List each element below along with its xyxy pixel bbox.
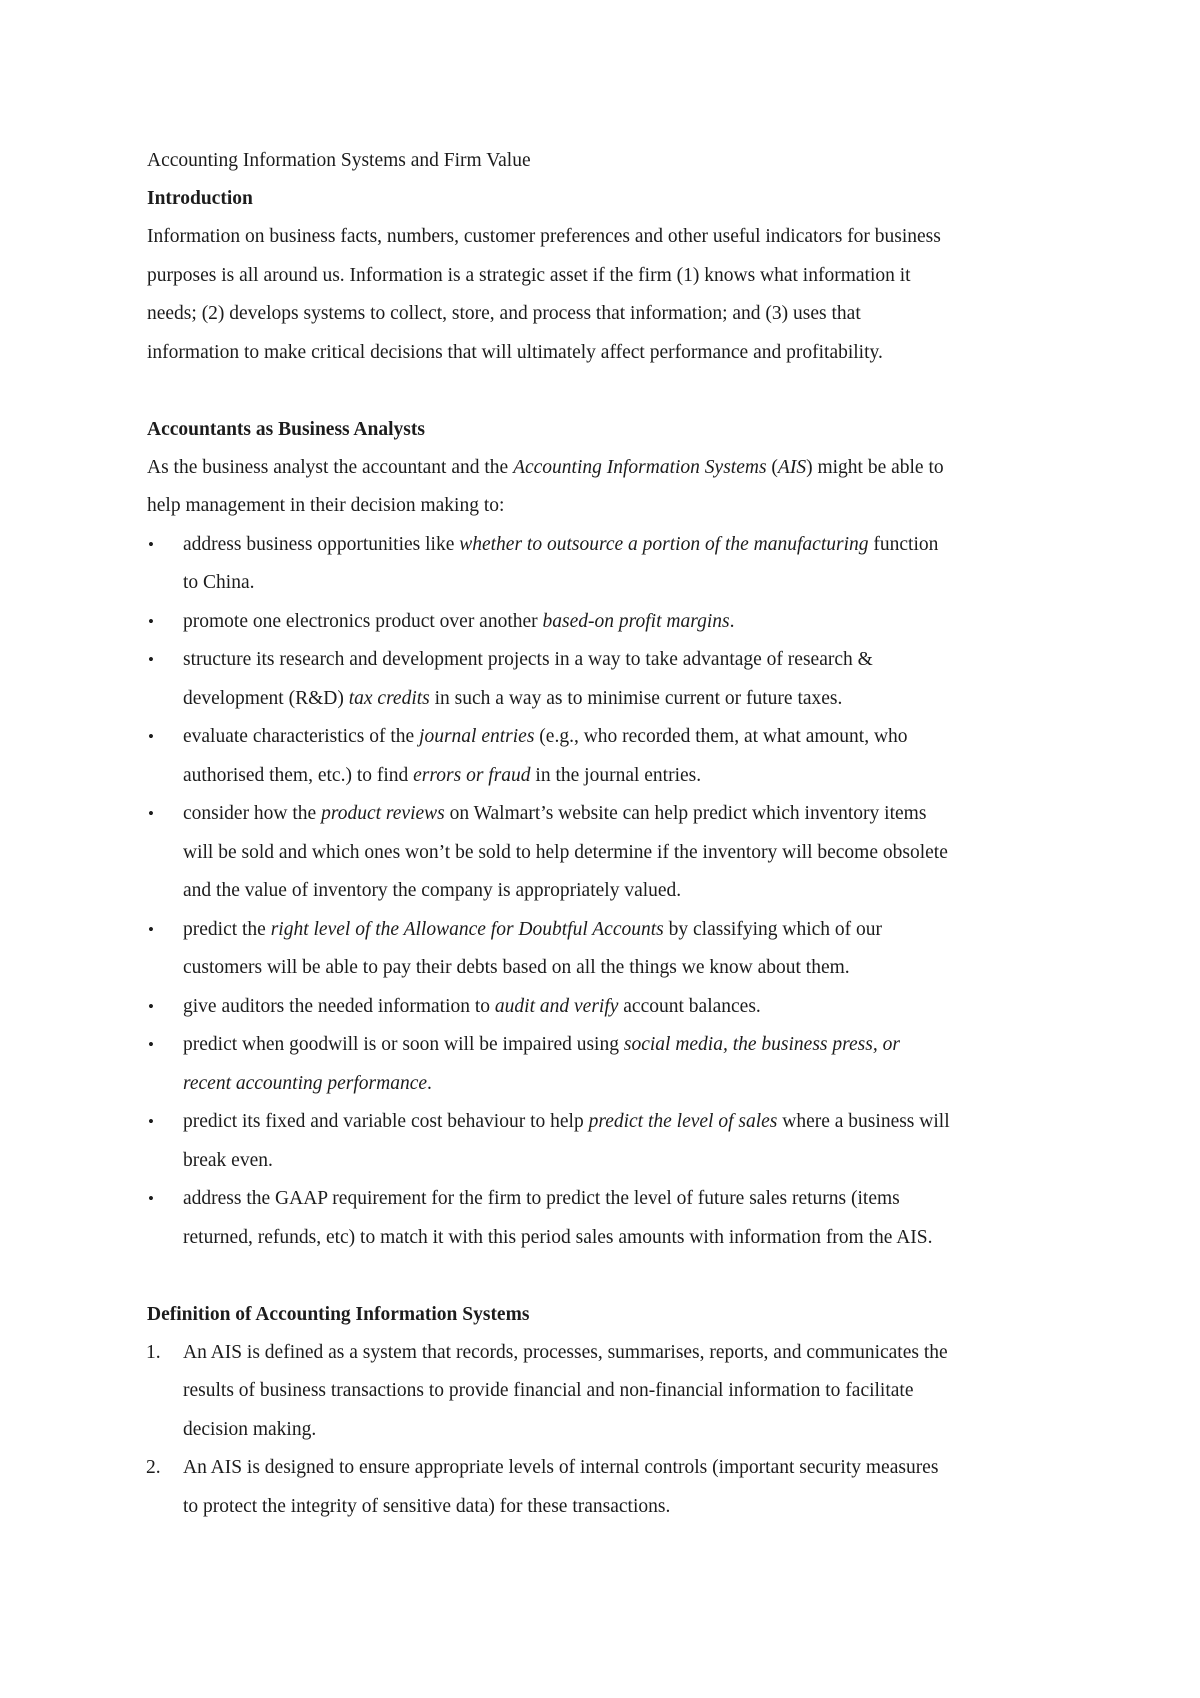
analysts-lead-paragraph bbox=[147, 449, 1067, 526]
bullet-icon: • bbox=[148, 1189, 154, 1208]
italic-term: audit and verify bbox=[494, 995, 619, 1017]
list-item-line bbox=[183, 795, 1067, 834]
list-item-line: structure its research and development projects in a way to take advantage of research & bbox=[183, 649, 873, 670]
list-item-line bbox=[183, 988, 1067, 1027]
list-item-line: An AIS is defined as a system that records, processes, summarises, reports, and communicates the bbox=[183, 1341, 948, 1363]
text-run: evaluate characteristics of the bbox=[183, 726, 420, 747]
paragraph-spacer bbox=[147, 372, 1067, 411]
analysts-lead-line: help management in their decision making to: bbox=[147, 495, 505, 516]
list-item-line bbox=[183, 1026, 1067, 1065]
text-run: . bbox=[427, 1072, 432, 1094]
list-item-line bbox=[183, 718, 1067, 757]
list-item bbox=[147, 641, 1067, 718]
italic-term: Accounting Information Systems bbox=[513, 456, 767, 478]
list-item-line: and the value of inventory the company is appropriately valued. bbox=[183, 880, 682, 901]
list-item bbox=[147, 911, 1067, 988]
analysts-heading: Accountants as Business Analysts bbox=[147, 418, 425, 440]
bullet-icon: • bbox=[148, 727, 154, 746]
list-item-line bbox=[183, 1065, 1067, 1104]
list-item-line: An AIS is designed to ensure appropriate levels of internal controls (important security measures bbox=[183, 1457, 939, 1478]
document-title: Accounting Information Systems and Firm Value bbox=[147, 150, 531, 171]
text-run: function bbox=[868, 533, 939, 555]
text-run: . bbox=[729, 610, 735, 632]
text-run: authorised them, etc.) to find bbox=[183, 764, 414, 786]
list-number: 1. bbox=[146, 1341, 161, 1363]
bullet-icon: • bbox=[148, 804, 154, 823]
intro-heading: Introduction bbox=[147, 188, 253, 209]
list-item-line bbox=[183, 757, 1067, 796]
analysts-lead-line bbox=[147, 449, 1067, 488]
text-run: on Walmart’s website can help predict which inventory items bbox=[444, 803, 927, 824]
text-run: ) might be able to bbox=[806, 456, 944, 478]
bullet-icon: • bbox=[148, 1112, 154, 1131]
list-item bbox=[147, 1026, 1067, 1103]
text-run: predict the bbox=[183, 918, 271, 940]
list-item bbox=[147, 526, 1067, 603]
text-run: address business opportunities like bbox=[183, 533, 460, 555]
intro-line: Information on business facts, numbers, customer preferences and other useful indicators for business bbox=[147, 226, 941, 247]
italic-term: AIS bbox=[777, 456, 807, 478]
definition-list bbox=[147, 1334, 1067, 1527]
text-run: account balances. bbox=[618, 995, 761, 1017]
italic-term: whether to outsource a portion of the manufacturing bbox=[459, 533, 869, 555]
list-item-line bbox=[183, 526, 1067, 565]
list-item bbox=[147, 718, 1067, 795]
list-item-line: returned, refunds, etc) to match it with this period sales amounts with information from the AIS. bbox=[183, 1226, 933, 1248]
bullet-icon: • bbox=[148, 1035, 154, 1054]
text-run: promote one electronics product over another bbox=[183, 610, 543, 632]
text-run: in such a way as to minimise current or future taxes. bbox=[429, 687, 843, 709]
paragraph-spacer bbox=[147, 1257, 1067, 1296]
list-item bbox=[147, 1103, 1067, 1180]
text-run: development (R&D) bbox=[183, 687, 349, 709]
bullet-icon: • bbox=[148, 650, 154, 669]
definition-heading: Definition of Accounting Information Systems bbox=[147, 1303, 530, 1325]
bullet-icon: • bbox=[148, 919, 154, 939]
analyst-tasks-list bbox=[147, 526, 1067, 1258]
text-run: where a business will bbox=[777, 1111, 950, 1132]
intro-line: information to make critical decisions that will ultimately affect performance and profitability. bbox=[147, 341, 883, 363]
list-item-line: results of business transactions to provide financial and non-financial information to facilitate bbox=[183, 1380, 914, 1401]
list-item-line bbox=[183, 680, 1067, 719]
list-item bbox=[147, 1449, 1067, 1526]
list-item-line: will be sold and which ones won’t be sold to help determine if the inventory will become obsolete bbox=[183, 841, 948, 863]
italic-term: social media, the business press, or bbox=[623, 1034, 900, 1055]
text-run: give auditors the needed information to bbox=[183, 995, 495, 1017]
text-run: in the journal entries. bbox=[530, 764, 702, 786]
list-item-line bbox=[183, 911, 1067, 950]
text-run: by classifying which of our bbox=[663, 918, 883, 940]
intro-paragraph bbox=[147, 218, 1067, 372]
italic-term: based-on profit margins bbox=[542, 610, 730, 632]
italic-term: journal entries bbox=[419, 726, 535, 747]
text-run: predict when goodwill is or soon will be impaired using bbox=[183, 1034, 624, 1055]
list-item-line: break even. bbox=[183, 1149, 273, 1171]
document-page bbox=[147, 142, 1067, 1526]
italic-term: product reviews bbox=[321, 803, 445, 824]
italic-term: recent accounting performance bbox=[183, 1072, 428, 1094]
list-item-line bbox=[183, 1103, 1067, 1142]
bullet-icon: • bbox=[148, 996, 154, 1016]
intro-line: needs; (2) develops systems to collect, store, and process that information; and (3) uses that bbox=[147, 303, 861, 324]
intro-line: purposes is all around us. Information is a strategic asset if the firm (1) knows what information it bbox=[147, 264, 911, 286]
list-item bbox=[147, 988, 1067, 1027]
italic-term: predict the level of sales bbox=[588, 1111, 778, 1132]
bullet-icon: • bbox=[148, 611, 154, 631]
list-number: 2. bbox=[146, 1457, 161, 1478]
italic-term: right level of the Allowance for Doubtful Accounts bbox=[270, 918, 664, 940]
text-run: (e.g., who recorded them, at what amount, who bbox=[534, 726, 908, 747]
bullet-icon: • bbox=[148, 534, 154, 554]
list-item-line: to protect the integrity of sensitive data) for these transactions. bbox=[183, 1495, 671, 1517]
text-run: ( bbox=[766, 456, 778, 478]
list-item bbox=[147, 795, 1067, 911]
italic-term: tax credits bbox=[348, 687, 430, 709]
list-item bbox=[147, 603, 1067, 642]
text-run: predict its fixed and variable cost behaviour to help bbox=[183, 1111, 589, 1132]
text-run: consider how the bbox=[183, 803, 322, 824]
list-item-line: customers will be able to pay their debts based on all the things we know about them. bbox=[183, 957, 850, 978]
text-run: As the business analyst the accountant and the bbox=[147, 456, 514, 478]
italic-term: errors or fraud bbox=[413, 764, 531, 786]
list-item-line: address the GAAP requirement for the firm to predict the level of future sales returns (items bbox=[183, 1188, 900, 1209]
list-item bbox=[147, 1180, 1067, 1257]
list-item-line: decision making. bbox=[183, 1418, 317, 1440]
list-item-line bbox=[183, 603, 1067, 642]
list-item-line: to China. bbox=[183, 572, 255, 593]
list-item bbox=[147, 1334, 1067, 1450]
